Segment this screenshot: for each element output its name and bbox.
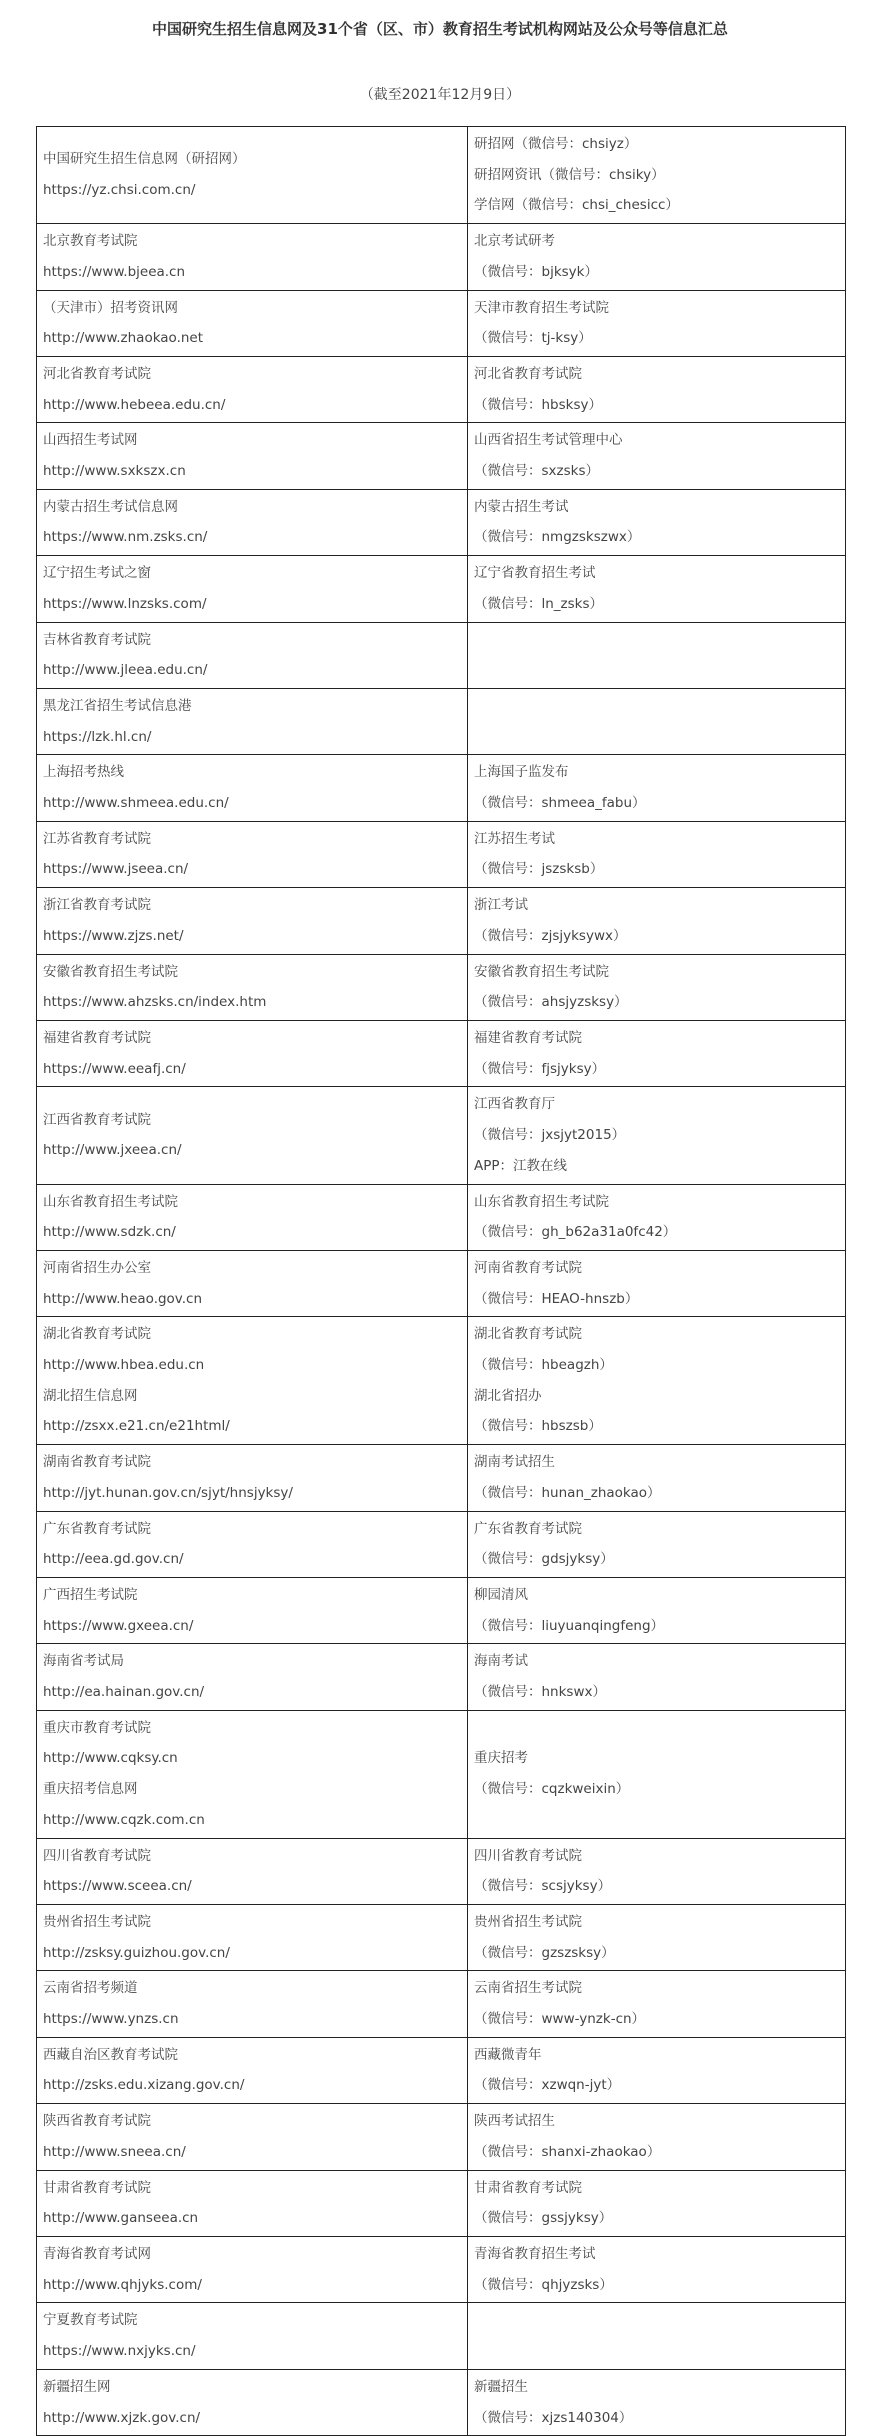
wechat-cell [468, 423, 846, 489]
table-row [37, 755, 846, 821]
wechat-account: 广东省教育考试院 [474, 1520, 582, 1537]
wechat-cell [468, 127, 846, 224]
organization-name: 河南省招生办公室 [43, 1259, 151, 1276]
organization-name: 安徽省教育招生考试院 [43, 963, 178, 980]
website-link[interactable]: https://www.bjeea.cn [43, 263, 186, 280]
website-link[interactable]: https://www.jseea.cn/ [43, 861, 189, 878]
organization-name: 江苏省教育考试院 [43, 830, 151, 847]
website-cell [37, 1710, 468, 1838]
website-cell [37, 1317, 468, 1445]
wechat-account: 研招网（微信号：chsiyz） [474, 136, 638, 152]
organization-name: 宁夏教育考试院 [43, 2312, 138, 2329]
info-table [36, 126, 846, 2436]
website-link[interactable]: https://www.zjzs.net/ [43, 927, 184, 944]
wechat-cell [468, 1644, 846, 1710]
wechat-account: （微信号：qhjyzsks） [474, 2276, 613, 2293]
table-row [37, 1971, 846, 2037]
website-link[interactable]: https://www.nxjyks.cn/ [43, 2343, 196, 2360]
website-link[interactable]: http://www.heao.gov.cn [43, 1290, 203, 1307]
website-link[interactable]: http://www.jleea.edu.cn/ [43, 662, 208, 679]
wechat-account: （微信号：hunan_zhaokao） [474, 1484, 661, 1501]
table-row [37, 2369, 846, 2435]
wechat-account: （微信号：ahsjyzsksy） [474, 994, 628, 1011]
organization-name: 河北省教育考试院 [43, 365, 151, 382]
wechat-account: 湖北省教育考试院 [474, 1326, 582, 1343]
organization-name: 吉林省教育考试院 [43, 631, 151, 648]
organization-name: （天津市）招考资讯网 [43, 299, 178, 316]
wechat-cell [468, 556, 846, 622]
website-link[interactable]: https://www.ahzsks.cn/index.htm [43, 994, 267, 1011]
table-row [37, 290, 846, 356]
website-link[interactable]: https://lzk.hl.cn/ [43, 728, 152, 745]
website-cell [37, 2104, 468, 2170]
website-cell [37, 821, 468, 887]
wechat-account: 湖北省招办 [474, 1387, 542, 1404]
wechat-account: 福建省教育考试院 [474, 1029, 582, 1046]
table-row [37, 224, 846, 290]
wechat-account: （微信号：bjksyk） [474, 263, 598, 280]
website-cell [37, 1020, 468, 1086]
wechat-account: 江西省教育厅 [474, 1096, 555, 1113]
website-link[interactable]: http://zsks.edu.xizang.gov.cn/ [43, 2077, 245, 2094]
wechat-cell [468, 2237, 846, 2303]
wechat-account: （微信号：gssjyksy） [474, 2210, 613, 2227]
wechat-account: （微信号：shmeea_fabu） [474, 795, 646, 812]
website-cell [37, 1644, 468, 1710]
wechat-account: 新疆招生 [474, 2378, 528, 2395]
wechat-account: 重庆招考 [474, 1750, 528, 1767]
table-row [37, 356, 846, 422]
wechat-cell [468, 1317, 846, 1445]
organization-name: 山西招生考试网 [43, 432, 138, 449]
wechat-account: 安徽省教育招生考试院 [474, 963, 609, 980]
website-cell [37, 954, 468, 1020]
wechat-cell [468, 1087, 846, 1184]
wechat-account: （微信号：liuyuanqingfeng） [474, 1617, 665, 1634]
wechat-account: （微信号：xjzs140304） [474, 2409, 633, 2426]
website-link[interactable]: http://www.ganseea.cn [43, 2210, 199, 2227]
website-link[interactable]: http://www.xjzk.gov.cn/ [43, 2409, 201, 2426]
wechat-account: （微信号：tj-ksy） [474, 330, 592, 347]
wechat-cell [468, 2170, 846, 2236]
website-link[interactable]: http://www.zhaokao.net [43, 330, 204, 347]
website-link[interactable]: https://www.ynzs.cn [43, 2011, 179, 2028]
website-cell [37, 1511, 468, 1577]
website-link[interactable]: http://eea.gd.gov.cn/ [43, 1551, 184, 1568]
website-cell [37, 888, 468, 954]
table-row [37, 1445, 846, 1511]
website-cell [37, 1838, 468, 1904]
website-cell [37, 489, 468, 555]
table-row [37, 1644, 846, 1710]
wechat-account: 海南考试 [474, 1653, 528, 1670]
table-row [37, 1904, 846, 1970]
organization-name: 海南省考试局 [43, 1653, 124, 1670]
organization-name: 重庆招考信息网 [43, 1781, 138, 1798]
website-cell [37, 423, 468, 489]
website-link[interactable]: http://www.cqzk.com.cn [43, 1811, 205, 1828]
wechat-account: 湖南考试招生 [474, 1454, 555, 1471]
organization-name: 广东省教育考试院 [43, 1520, 151, 1537]
organization-name: 北京教育考试院 [43, 233, 138, 250]
website-cell [37, 127, 468, 224]
wechat-account: 西藏微青年 [474, 2046, 542, 2063]
wechat-account: （微信号：fjsjyksy） [474, 1060, 606, 1077]
wechat-account: 浙江考试 [474, 897, 528, 914]
wechat-account: APP：江教在线 [474, 1157, 568, 1174]
table-row [37, 2237, 846, 2303]
wechat-account: 学信网（微信号：chsi_chesicc） [474, 197, 679, 214]
website-cell [37, 1184, 468, 1250]
website-cell [37, 1445, 468, 1511]
wechat-account: （微信号：hbsksy） [474, 396, 602, 413]
website-cell [37, 356, 468, 422]
table-row [37, 423, 846, 489]
wechat-cell [468, 356, 846, 422]
wechat-cell [468, 1971, 846, 2037]
organization-name: 浙江省教育考试院 [43, 897, 151, 914]
organization-name: 江西省教育考试院 [43, 1111, 151, 1128]
wechat-cell [468, 1838, 846, 1904]
wechat-cell [468, 688, 846, 754]
wechat-cell [468, 1184, 846, 1250]
wechat-account: （微信号：zjsjyksywx） [474, 927, 627, 944]
website-cell [37, 2303, 468, 2369]
wechat-account: 天津市教育招生考试院 [474, 299, 609, 316]
organization-name: 湖北招生信息网 [43, 1387, 138, 1404]
wechat-cell [468, 888, 846, 954]
organization-name: 福建省教育考试院 [43, 1029, 151, 1046]
website-cell [37, 2369, 468, 2435]
table-row [37, 1184, 846, 1250]
wechat-account: 贵州省招生考试院 [474, 1913, 582, 1930]
website-cell [37, 688, 468, 754]
website-link[interactable]: https://yz.chsi.com.cn/ [43, 182, 196, 199]
website-link[interactable]: http://www.jxeea.cn/ [43, 1142, 182, 1159]
wechat-account: （微信号：hbeagzh） [474, 1357, 613, 1374]
website-link[interactable]: http://www.hbea.edu.cn [43, 1357, 205, 1374]
website-cell [37, 2237, 468, 2303]
table-row [37, 556, 846, 622]
wechat-cell [468, 755, 846, 821]
wechat-cell [468, 821, 846, 887]
website-link[interactable]: https://www.gxeea.cn/ [43, 1617, 194, 1634]
organization-name: 辽宁招生考试之窗 [43, 565, 151, 582]
website-link[interactable]: http://www.sdzk.cn/ [43, 1224, 176, 1241]
wechat-cell [468, 2104, 846, 2170]
table-row [37, 2170, 846, 2236]
wechat-account: 北京考试研考 [474, 233, 555, 250]
organization-name: 西藏自治区教育考试院 [43, 2046, 178, 2063]
wechat-cell [468, 1904, 846, 1970]
wechat-account: 上海国子监发布 [474, 764, 569, 781]
wechat-cell [468, 1250, 846, 1316]
table-row [37, 2037, 846, 2103]
wechat-account: （微信号：hnkswx） [474, 1684, 606, 1701]
organization-name: 四川省教育考试院 [43, 1847, 151, 1864]
wechat-cell [468, 489, 846, 555]
organization-name: 贵州省招生考试院 [43, 1913, 151, 1930]
website-link[interactable]: http://ea.hainan.gov.cn/ [43, 1684, 205, 1701]
page-title: 中国研究生招生信息网及31个省（区、市）教育招生考试机构网站及公众号等信息汇总 [152, 20, 728, 38]
website-link[interactable]: https://www.eeafj.cn/ [43, 1060, 186, 1077]
wechat-cell [468, 2369, 846, 2435]
website-link[interactable]: http://jyt.hunan.gov.cn/sjyt/hnsjyksy/ [43, 1484, 293, 1501]
wechat-account: （微信号：gdsjyksy） [474, 1551, 614, 1568]
wechat-cell [468, 290, 846, 356]
wechat-account: （微信号：ln_zsks） [474, 595, 604, 612]
organization-name: 广西招生考试院 [43, 1586, 138, 1603]
organization-name: 内蒙古招生考试信息网 [43, 498, 178, 515]
organization-name: 云南省招考频道 [43, 1980, 138, 1997]
website-cell [37, 2037, 468, 2103]
website-link[interactable]: http://www.sxkszx.cn [43, 463, 186, 480]
wechat-account: （微信号：cqzkweixin） [474, 1781, 630, 1798]
wechat-account: 山东省教育招生考试院 [474, 1193, 609, 1210]
table-row [37, 1511, 846, 1577]
table-row [37, 1838, 846, 1904]
website-link[interactable]: https://www.nm.zsks.cn/ [43, 529, 208, 546]
website-cell [37, 1087, 468, 1184]
table-row [37, 1710, 846, 1838]
wechat-cell [468, 954, 846, 1020]
table-row [37, 622, 846, 688]
wechat-cell [468, 2037, 846, 2103]
wechat-account: （微信号：HEAO-hnszb） [474, 1290, 639, 1307]
wechat-cell [468, 1445, 846, 1511]
organization-name: 上海招考热线 [43, 764, 124, 781]
table-row [37, 127, 846, 224]
table-row [37, 888, 846, 954]
wechat-account: 内蒙古招生考试 [474, 498, 569, 515]
wechat-cell [468, 2303, 846, 2369]
table-row [37, 821, 846, 887]
table-row [37, 1317, 846, 1445]
wechat-cell [468, 622, 846, 688]
organization-name: 新疆招生网 [43, 2378, 111, 2395]
table-row [37, 1250, 846, 1316]
table-row [37, 688, 846, 754]
table-row [37, 2303, 846, 2369]
wechat-account: （微信号：jszsksb） [474, 861, 604, 878]
wechat-account: （微信号：jxsjyt2015） [474, 1127, 626, 1144]
wechat-account: （微信号：nmgzskszwx） [474, 529, 641, 546]
table-row [37, 489, 846, 555]
website-link[interactable]: http://zsksy.guizhou.gov.cn/ [43, 1944, 230, 1961]
organization-name: 青海省教育考试网 [43, 2246, 151, 2262]
website-cell [37, 755, 468, 821]
wechat-account: （微信号：shanxi-zhaokao） [474, 2143, 661, 2160]
organization-name: 甘肃省教育考试院 [43, 2179, 151, 2196]
website-cell [37, 224, 468, 290]
website-link[interactable]: https://www.lnzsks.com/ [43, 595, 207, 612]
wechat-cell [468, 224, 846, 290]
organization-name: 湖南省教育考试院 [43, 1454, 151, 1471]
wechat-account: 辽宁省教育招生考试 [474, 565, 596, 582]
organization-name: 山东省教育招生考试院 [43, 1193, 178, 1210]
wechat-account: （微信号：sxzsks） [474, 463, 599, 480]
table-row [37, 1577, 846, 1643]
wechat-account: 山西省招生考试管理中心 [474, 432, 623, 449]
website-link[interactable]: http://www.shmeea.edu.cn/ [43, 795, 229, 812]
date-note: （截至2021年12月9日） [359, 87, 521, 103]
wechat-account: （微信号：xzwqn-jyt） [474, 2077, 621, 2094]
wechat-account: （微信号：gzszsksy） [474, 1944, 615, 1961]
website-cell [37, 1904, 468, 1970]
wechat-account: 柳园清风 [474, 1586, 528, 1603]
wechat-cell [468, 1020, 846, 1086]
wechat-account: 江苏招生考试 [474, 830, 555, 847]
wechat-cell [468, 1710, 846, 1838]
website-link[interactable]: http://www.hebeea.edu.cn/ [43, 396, 226, 413]
wechat-account: 陕西考试招生 [474, 2113, 555, 2130]
organization-name: 中国研究生招生信息网（研招网） [43, 151, 246, 168]
website-cell [37, 622, 468, 688]
table-row [37, 1020, 846, 1086]
wechat-account: 云南省招生考试院 [474, 1980, 582, 1997]
website-cell [37, 1250, 468, 1316]
website-link[interactable]: https://www.sceea.cn/ [43, 1878, 192, 1895]
website-cell [37, 1971, 468, 2037]
website-cell [37, 556, 468, 622]
info-table-body [37, 127, 846, 2436]
website-cell [37, 290, 468, 356]
website-link[interactable]: http://www.sneea.cn/ [43, 2143, 186, 2160]
website-link[interactable]: http://www.qhjyks.com/ [43, 2276, 202, 2293]
wechat-cell [468, 1511, 846, 1577]
wechat-account: （微信号：scsjyksy） [474, 1878, 612, 1895]
wechat-account: 研招网资讯（微信号：chsiky） [474, 166, 665, 183]
wechat-account: 河北省教育考试院 [474, 365, 582, 382]
wechat-cell [468, 1577, 846, 1643]
table-row [37, 1087, 846, 1184]
wechat-account: 甘肃省教育考试院 [474, 2179, 582, 2196]
organization-name: 重庆市教育考试院 [43, 1719, 151, 1736]
wechat-account: 河南省教育考试院 [474, 1259, 582, 1276]
website-link[interactable]: http://www.cqksy.cn [43, 1750, 178, 1767]
wechat-account: （微信号：www-ynzk-cn） [474, 2011, 646, 2028]
wechat-account: （微信号：gh_b62a31a0fc42） [474, 1224, 677, 1241]
wechat-account: 青海省教育招生考试 [474, 2246, 596, 2262]
website-link[interactable]: http://zsxx.e21.cn/e21html/ [43, 1418, 230, 1435]
wechat-account: （微信号：hbszsb） [474, 1418, 602, 1435]
website-cell [37, 1577, 468, 1643]
wechat-account: 四川省教育考试院 [474, 1847, 582, 1864]
organization-name: 湖北省教育考试院 [43, 1326, 151, 1343]
organization-name: 陕西省教育考试院 [43, 2113, 151, 2130]
website-cell [37, 2170, 468, 2236]
organization-name: 黑龙江省招生考试信息港 [43, 697, 192, 714]
table-row [37, 954, 846, 1020]
table-row [37, 2104, 846, 2170]
